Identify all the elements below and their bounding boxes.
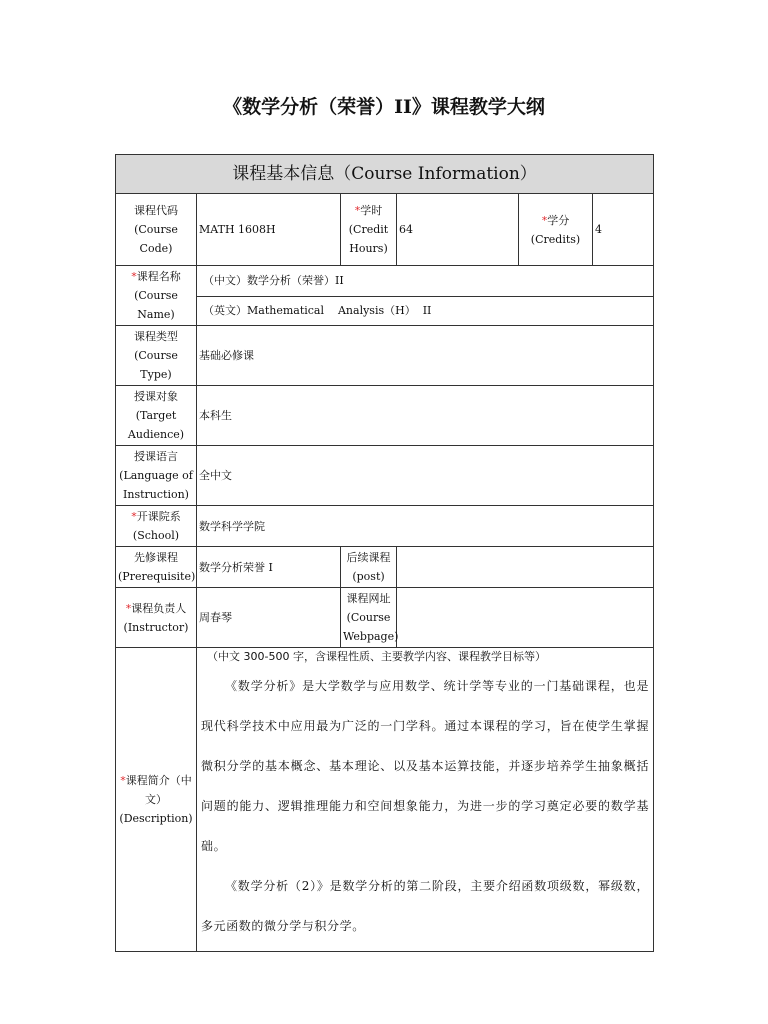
required-star: * xyxy=(354,204,361,217)
credits-value: 4 xyxy=(593,194,654,266)
webpage-value xyxy=(397,588,654,648)
table-header: 课程基本信息（Course Information） xyxy=(116,155,654,194)
course-name-en: （英文）Mathematical Analysis（H） II xyxy=(197,296,654,325)
course-name-zh: （中文）数学分析（荣誉）II xyxy=(197,266,654,297)
language-label: 授课语言 (Language of Instruction) xyxy=(116,446,197,506)
audience-label: 授课对象 (Target Audience) xyxy=(116,386,197,446)
required-star: * xyxy=(131,510,137,523)
hours-value: 64 xyxy=(397,194,519,266)
school-value: 数学科学学院 xyxy=(197,506,654,547)
prerequisite-label: 先修课程 (Prerequisite) xyxy=(116,547,197,588)
audience-value: 本科生 xyxy=(197,386,654,446)
webpage-label: 课程网址 (Course Webpage) xyxy=(341,588,397,648)
description-label: *课程简介（中文） (Description) xyxy=(116,648,197,952)
course-code-value: MATH 1608H xyxy=(197,194,341,266)
course-info-table xyxy=(115,154,654,952)
prerequisite-value: 数学分析荣誉 I xyxy=(197,547,341,588)
required-star: * xyxy=(120,774,126,787)
instructor-value: 周春琴 xyxy=(197,588,341,648)
post-course-label: 后续课程 (post) xyxy=(341,547,397,588)
description-paragraph-1: 《数学分析》是大学数学与应用数学、统计学等专业的一门基础课程，也是现代科学技术中应用最为广泛的一门学科。通过本课程的学习，旨在使学生掌握微积分学的基本概念、基本理论、以及基本运算技能，并逐步培养学生抽象概括问题的能力、逻辑推理能力和空间想象能力，为进一步的学习奠定必要的数学基础。 xyxy=(201,679,650,853)
course-code-label: 课程代码 (Course Code) xyxy=(116,194,197,266)
credits-label: *学分 (Credits) xyxy=(519,194,593,266)
hours-label: *学时 (Credit Hours) xyxy=(341,194,397,266)
required-star: * xyxy=(131,270,137,283)
required-star: * xyxy=(541,213,548,227)
description-content xyxy=(197,648,654,952)
course-type-label: 课程类型 (Course Type) xyxy=(116,326,197,386)
language-value: 全中文 xyxy=(197,446,654,506)
document-title: 《数学分析（荣誉）II》课程教学大纲 xyxy=(223,96,545,118)
course-name-label: *课程名称 (Course Name) xyxy=(116,266,197,326)
post-course-value xyxy=(397,547,654,588)
required-star: * xyxy=(125,601,132,615)
description-paragraph-2: 《数学分析（2）》是数学分析的第二阶段，主要介绍函数项级数，幂级数，多元函数的微分学与积分学。 xyxy=(201,879,650,933)
school-label: *开课院系 (School) xyxy=(116,506,197,547)
instructor-label: *课程负责人 (Instructor) xyxy=(116,588,197,648)
course-type-value: 基础必修课 xyxy=(197,326,654,386)
description-intro: （中文 300-500 字，含课程性质、主要教学内容、课程教学目标等） xyxy=(207,650,546,663)
